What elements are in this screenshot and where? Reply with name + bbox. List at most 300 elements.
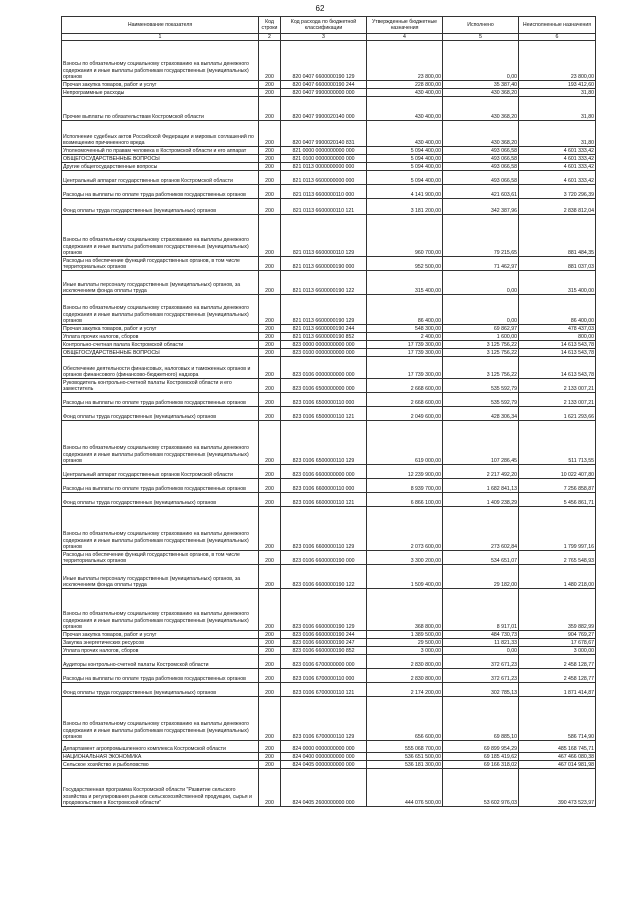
header-approved: Утвержденные бюджетные назначения: [367, 17, 443, 34]
table-row: [62, 753, 596, 761]
row-line-cell: 200: [259, 199, 281, 215]
row-code-cell: 823 0106 0000000000 000: [281, 357, 367, 379]
table-row: [62, 631, 596, 639]
row-name-cell: Иные выплаты персоналу государственных (муниципальных) органов, за исключением фонда оплаты труда: [62, 271, 259, 295]
row-name-cell: Взносы по обязательному социальному страхованию на выплаты денежного содержания и иные выплаты работникам государственных (муниципальных) органов: [62, 507, 259, 551]
row-approved-cell: 17 739 300,00: [367, 357, 443, 379]
row-code-cell: 824 0405 2600000000 000: [281, 769, 367, 807]
row-unexecuted-cell: 14 613 543,78: [519, 341, 596, 349]
row-name-cell: Уплата прочих налогов, сборов: [62, 333, 259, 341]
row-approved-cell: 1 509 400,00: [367, 565, 443, 589]
row-approved-cell: 23 800,00: [367, 41, 443, 81]
table-row: [62, 333, 596, 341]
row-approved-cell: 6 866 100,00: [367, 493, 443, 507]
row-line-cell: 200: [259, 41, 281, 81]
row-line-cell: 200: [259, 407, 281, 421]
row-approved-cell: 2 830 800,00: [367, 669, 443, 683]
row-unexecuted-cell: 2 765 548,93: [519, 551, 596, 565]
row-executed-cell: 0,00: [443, 295, 519, 325]
row-executed-cell: 493 066,58: [443, 155, 519, 163]
row-executed-cell: 428 306,34: [443, 407, 519, 421]
row-executed-cell: 3 125 756,22: [443, 341, 519, 349]
row-line-cell: 200: [259, 697, 281, 741]
row-approved-cell: 2 830 800,00: [367, 655, 443, 669]
row-code-cell: 823 0106 6500000110 121: [281, 407, 367, 421]
row-name-cell: Расходы на обеспечение функций государственных органов, в том числе территориальных органов: [62, 551, 259, 565]
row-line-cell: 200: [259, 741, 281, 753]
row-name-cell: ОБЩЕГОСУДАРСТВЕННЫЕ ВОПРОСЫ: [62, 155, 259, 163]
row-unexecuted-cell: 5 456 861,71: [519, 493, 596, 507]
row-code-cell: 820 0407 9900020140 831: [281, 121, 367, 147]
row-name-cell: Взносы по обязательному социальному страхованию на выплаты денежного содержания и иные выплаты работникам государственных (муниципальных) органов: [62, 295, 259, 325]
row-executed-cell: 302 785,13: [443, 683, 519, 697]
row-code-cell: 823 0106 6600000190 000: [281, 551, 367, 565]
row-approved-cell: 2 668 600,00: [367, 393, 443, 407]
row-line-cell: 200: [259, 295, 281, 325]
table-row: [62, 155, 596, 163]
row-approved-cell: 4 141 900,00: [367, 185, 443, 199]
row-line-cell: 200: [259, 121, 281, 147]
table-row: [62, 199, 596, 215]
row-approved-cell: 17 739 300,00: [367, 349, 443, 357]
row-executed-cell: 35 387,40: [443, 81, 519, 89]
table-row: [62, 81, 596, 89]
row-line-cell: 200: [259, 639, 281, 647]
row-executed-cell: 11 821,33: [443, 639, 519, 647]
row-unexecuted-cell: 4 601 333,42: [519, 155, 596, 163]
row-code-cell: 821 0113 6600000110 129: [281, 215, 367, 257]
row-line-cell: 200: [259, 81, 281, 89]
row-approved-cell: 444 076 500,00: [367, 769, 443, 807]
row-line-cell: 200: [259, 465, 281, 479]
row-code-cell: 820 0407 9900000000 000: [281, 89, 367, 97]
row-line-cell: 200: [259, 185, 281, 199]
row-approved-cell: 536 181 300,00: [367, 761, 443, 769]
table-row: [62, 589, 596, 631]
row-line-cell: 200: [259, 271, 281, 295]
row-approved-cell: 952 500,00: [367, 257, 443, 271]
row-name-cell: Контрольно-счетная палата Костромской области: [62, 341, 259, 349]
row-name-cell: Центральный аппарат государственных органов Костромской области: [62, 171, 259, 185]
row-approved-cell: 228 800,00: [367, 81, 443, 89]
row-code-cell: 823 0106 6600000110 121: [281, 493, 367, 507]
table-row: [62, 465, 596, 479]
table-row: [62, 421, 596, 465]
row-executed-cell: 3 125 756,22: [443, 357, 519, 379]
row-line-cell: 200: [259, 647, 281, 655]
row-code-cell: 821 0113 6600000110 121: [281, 199, 367, 215]
table-row: [62, 171, 596, 185]
row-code-cell: 823 0106 6500000110 000: [281, 393, 367, 407]
row-unexecuted-cell: 14 613 543,78: [519, 349, 596, 357]
row-approved-cell: 430 400,00: [367, 89, 443, 97]
table-row: [62, 379, 596, 393]
row-unexecuted-cell: 1 799 997,16: [519, 507, 596, 551]
row-approved-cell: 2 400,00: [367, 333, 443, 341]
row-line-cell: 200: [259, 655, 281, 669]
row-name-cell: Аудиторы контрольно-счетной палаты Костромской области: [62, 655, 259, 669]
row-line-cell: 200: [259, 565, 281, 589]
row-executed-cell: 430 368,20: [443, 89, 519, 97]
row-line-cell: 200: [259, 683, 281, 697]
table-row: [62, 493, 596, 507]
row-code-cell: 821 0100 0000000000 000: [281, 155, 367, 163]
table-row: [62, 271, 596, 295]
row-approved-cell: 2 174 200,00: [367, 683, 443, 697]
row-executed-cell: 3 125 756,22: [443, 349, 519, 357]
table-row: [62, 769, 596, 807]
row-line-cell: 200: [259, 669, 281, 683]
row-unexecuted-cell: 586 714,90: [519, 697, 596, 741]
table-row: [62, 295, 596, 325]
table-row: [62, 761, 596, 769]
budget-table: [61, 16, 596, 807]
table-row: [62, 697, 596, 741]
row-line-cell: 200: [259, 325, 281, 333]
row-line-cell: 200: [259, 341, 281, 349]
row-approved-cell: 5 094 400,00: [367, 163, 443, 171]
column-number: 3: [281, 34, 367, 41]
row-approved-cell: 8 939 700,00: [367, 479, 443, 493]
row-unexecuted-cell: 2 458 128,77: [519, 655, 596, 669]
row-code-cell: 821 0113 6600000190 000: [281, 257, 367, 271]
row-executed-cell: 493 066,58: [443, 147, 519, 155]
row-code-cell: 823 0106 6700000000 000: [281, 655, 367, 669]
row-name-cell: Сельское хозяйство и рыболовство: [62, 761, 259, 769]
row-approved-cell: 17 739 300,00: [367, 341, 443, 349]
row-unexecuted-cell: 511 713,55: [519, 421, 596, 465]
row-name-cell: Взносы по обязательному социальному страхованию на выплаты денежного содержания и иные выплаты работникам государственных (муниципальных) органов: [62, 41, 259, 81]
row-approved-cell: 960 700,00: [367, 215, 443, 257]
row-unexecuted-cell: 4 601 333,42: [519, 171, 596, 185]
row-line-cell: 200: [259, 769, 281, 807]
row-name-cell: Закупка энергетических ресурсов: [62, 639, 259, 647]
row-executed-cell: 493 066,58: [443, 171, 519, 185]
row-name-cell: Исполнение судебных актов Российской Федерации и мировых соглашений по возмещению причиненного вреда: [62, 121, 259, 147]
row-executed-cell: 484 730,73: [443, 631, 519, 639]
row-name-cell: Взносы по обязательному социальному страхованию на выплаты денежного содержания и иные выплаты работникам государственных (муниципальных) органов: [62, 697, 259, 741]
row-name-cell: Расходы на выплаты по оплате труда работников государственных органов: [62, 669, 259, 683]
row-executed-cell: 1 409 238,29: [443, 493, 519, 507]
row-approved-cell: 536 651 500,00: [367, 753, 443, 761]
row-name-cell: Фонд оплаты труда государственных (муниципальных) органов: [62, 199, 259, 215]
row-unexecuted-cell: 7 256 858,87: [519, 479, 596, 493]
row-unexecuted-cell: 904 769,27: [519, 631, 596, 639]
row-executed-cell: 421 603,61: [443, 185, 519, 199]
row-line-cell: 200: [259, 589, 281, 631]
column-number: 6: [519, 34, 596, 41]
row-code-cell: 820 0407 9900020140 000: [281, 97, 367, 121]
table-row: [62, 683, 596, 697]
row-unexecuted-cell: 3 720 296,39: [519, 185, 596, 199]
row-unexecuted-cell: 4 601 333,42: [519, 163, 596, 171]
row-code-cell: 823 0106 6600000000 000: [281, 465, 367, 479]
row-code-cell: 821 0113 6600000190 244: [281, 325, 367, 333]
row-unexecuted-cell: 86 400,00: [519, 295, 596, 325]
table-row: [62, 407, 596, 421]
row-line-cell: 200: [259, 551, 281, 565]
table-row: [62, 741, 596, 753]
row-executed-cell: 430 368,20: [443, 97, 519, 121]
table-row: [62, 669, 596, 683]
row-executed-cell: 69 885,10: [443, 697, 519, 741]
row-approved-cell: 619 000,00: [367, 421, 443, 465]
row-approved-cell: 2 049 600,00: [367, 407, 443, 421]
row-code-cell: 823 0106 6600000190 122: [281, 565, 367, 589]
row-executed-cell: 0,00: [443, 647, 519, 655]
row-line-cell: 200: [259, 753, 281, 761]
row-code-cell: 823 0106 6700000110 000: [281, 669, 367, 683]
row-unexecuted-cell: 2 133 007,21: [519, 393, 596, 407]
row-unexecuted-cell: 4 601 333,42: [519, 147, 596, 155]
row-name-cell: Другие общегосударственные вопросы: [62, 163, 259, 171]
row-executed-cell: 69 899 954,29: [443, 741, 519, 753]
row-executed-cell: 273 602,84: [443, 507, 519, 551]
row-unexecuted-cell: 2 458 128,77: [519, 669, 596, 683]
table-row: [62, 97, 596, 121]
row-line-cell: 200: [259, 97, 281, 121]
row-line-cell: 200: [259, 379, 281, 393]
row-line-cell: 200: [259, 89, 281, 97]
row-name-cell: Расходы на выплаты по оплате труда работников государственных органов: [62, 393, 259, 407]
column-number: 5: [443, 34, 519, 41]
row-executed-cell: 2 217 492,20: [443, 465, 519, 479]
row-line-cell: 200: [259, 357, 281, 379]
header-line-code: Код строки: [259, 17, 281, 34]
row-name-cell: Фонд оплаты труда государственных (муниципальных) органов: [62, 493, 259, 507]
table-row: [62, 639, 596, 647]
row-code-cell: 823 0000 0000000000 000: [281, 341, 367, 349]
row-executed-cell: 534 651,07: [443, 551, 519, 565]
header-name: Наименование показателя: [62, 17, 259, 34]
row-name-cell: Уплата прочих налогов, сборов: [62, 647, 259, 655]
row-executed-cell: 71 462,97: [443, 257, 519, 271]
row-line-cell: 200: [259, 257, 281, 271]
row-approved-cell: 5 094 400,00: [367, 155, 443, 163]
table-row: [62, 565, 596, 589]
row-code-cell: 821 0113 6600000190 852: [281, 333, 367, 341]
row-name-cell: Взносы по обязательному социальному страхованию на выплаты денежного содержания и иные выплаты работникам государственных (муниципальных) органов: [62, 215, 259, 257]
row-line-cell: 200: [259, 507, 281, 551]
row-executed-cell: 53 602 976,03: [443, 769, 519, 807]
row-line-cell: 200: [259, 761, 281, 769]
row-name-cell: Расходы на выплаты по оплате труда работников государственных органов: [62, 185, 259, 199]
row-code-cell: 823 0106 6500000110 129: [281, 421, 367, 465]
row-code-cell: 823 0106 6700000110 121: [281, 683, 367, 697]
row-code-cell: 821 0113 6600000000 000: [281, 171, 367, 185]
row-line-cell: 200: [259, 421, 281, 465]
row-unexecuted-cell: 467 014 981,98: [519, 761, 596, 769]
header-unexecuted: Неисполненные назначения: [519, 17, 596, 34]
row-line-cell: 200: [259, 393, 281, 407]
table-row: [62, 89, 596, 97]
row-line-cell: 200: [259, 349, 281, 357]
row-executed-cell: 372 671,23: [443, 669, 519, 683]
row-name-cell: Уполномоченный по правам человека в Костромской области и его аппарат: [62, 147, 259, 155]
row-approved-cell: 315 400,00: [367, 271, 443, 295]
row-executed-cell: 430 368,20: [443, 121, 519, 147]
row-unexecuted-cell: 31,80: [519, 89, 596, 97]
row-unexecuted-cell: 315 400,00: [519, 271, 596, 295]
row-executed-cell: 79 215,65: [443, 215, 519, 257]
row-approved-cell: 430 400,00: [367, 97, 443, 121]
row-unexecuted-cell: 1 871 414,87: [519, 683, 596, 697]
row-code-cell: 823 0106 6600000190 129: [281, 589, 367, 631]
row-code-cell: 824 0400 0000000000 000: [281, 753, 367, 761]
table-row: [62, 647, 596, 655]
row-line-cell: 200: [259, 333, 281, 341]
row-name-cell: Государственная программа Костромской области "Развитие сельского хозяйства и регулирования рынков сельскохозяйственной продукции, сырья и продовольствия в Костромской области": [62, 769, 259, 807]
row-approved-cell: 12 239 900,00: [367, 465, 443, 479]
table-row: [62, 341, 596, 349]
row-name-cell: Департамент агропромышленного комплекса Костромской области: [62, 741, 259, 753]
row-name-cell: Непрограммные расходы: [62, 89, 259, 97]
row-name-cell: Руководитель контрольно-счетной палаты Костромской области и его заместитель: [62, 379, 259, 393]
row-approved-cell: 548 300,00: [367, 325, 443, 333]
row-unexecuted-cell: 478 437,03: [519, 325, 596, 333]
table-row: [62, 551, 596, 565]
row-unexecuted-cell: 881 037,03: [519, 257, 596, 271]
table-row: [62, 349, 596, 357]
row-unexecuted-cell: 359 882,99: [519, 589, 596, 631]
row-name-cell: Обеспечение деятельности финансовых, налоговых и таможенных органов и органов финансового (финансово-бюджетного) надзора: [62, 357, 259, 379]
row-executed-cell: 69 862,97: [443, 325, 519, 333]
row-approved-cell: 368 800,00: [367, 589, 443, 631]
table-row: [62, 215, 596, 257]
row-name-cell: Взносы по обязательному социальному страхованию на выплаты денежного содержания и иные выплаты работникам государственных (муниципальных) органов: [62, 421, 259, 465]
row-executed-cell: 8 917,01: [443, 589, 519, 631]
row-code-cell: 823 0106 6600000190 852: [281, 647, 367, 655]
table-row: [62, 655, 596, 669]
row-code-cell: 823 0106 6500000000 000: [281, 379, 367, 393]
row-executed-cell: 0,00: [443, 41, 519, 81]
table-row: [62, 185, 596, 199]
row-code-cell: 823 0106 6600000110 000: [281, 479, 367, 493]
row-unexecuted-cell: 2 838 812,04: [519, 199, 596, 215]
row-approved-cell: 3 181 200,00: [367, 199, 443, 215]
row-code-cell: 820 0407 6600000190 129: [281, 41, 367, 81]
page-number: 62: [315, 4, 325, 13]
row-executed-cell: 107 286,45: [443, 421, 519, 465]
row-unexecuted-cell: 3 000,00: [519, 647, 596, 655]
row-executed-cell: 1 682 841,13: [443, 479, 519, 493]
row-code-cell: 821 0113 6600000110 000: [281, 185, 367, 199]
row-executed-cell: 1 600,00: [443, 333, 519, 341]
row-unexecuted-cell: 485 168 745,71: [519, 741, 596, 753]
row-unexecuted-cell: 390 473 523,97: [519, 769, 596, 807]
row-line-cell: 200: [259, 147, 281, 155]
row-code-cell: 821 0113 0000000000 000: [281, 163, 367, 171]
row-code-cell: 823 0106 6700000110 129: [281, 697, 367, 741]
row-executed-cell: 0,00: [443, 271, 519, 295]
row-name-cell: Центральный аппарат государственных органов Костромской области: [62, 465, 259, 479]
row-executed-cell: 535 592,79: [443, 379, 519, 393]
row-approved-cell: 5 094 400,00: [367, 171, 443, 185]
row-executed-cell: 69 166 318,02: [443, 761, 519, 769]
row-executed-cell: 69 185 419,62: [443, 753, 519, 761]
header-executed: Исполнено: [443, 17, 519, 34]
table-row: [62, 121, 596, 147]
table-body: [62, 41, 596, 807]
row-name-cell: Прочая закупка товаров, работ и услуг: [62, 631, 259, 639]
column-number: 1: [62, 34, 259, 41]
row-code-cell: 823 0106 6600000190 247: [281, 639, 367, 647]
row-line-cell: 200: [259, 215, 281, 257]
table-row: [62, 257, 596, 271]
row-unexecuted-cell: 1 480 218,00: [519, 565, 596, 589]
row-name-cell: Прочие выплаты по обязательствам Костромской области: [62, 97, 259, 121]
row-unexecuted-cell: 800,00: [519, 333, 596, 341]
row-name-cell: Фонд оплаты труда государственных (муниципальных) органов: [62, 683, 259, 697]
row-approved-cell: 3 300 200,00: [367, 551, 443, 565]
row-unexecuted-cell: 193 412,60: [519, 81, 596, 89]
row-line-cell: 200: [259, 493, 281, 507]
row-line-cell: 200: [259, 155, 281, 163]
row-approved-cell: 555 068 700,00: [367, 741, 443, 753]
row-code-cell: 823 0100 0000000000 000: [281, 349, 367, 357]
row-approved-cell: 2 073 600,00: [367, 507, 443, 551]
row-code-cell: 821 0113 6600000190 122: [281, 271, 367, 295]
table-header: [62, 17, 596, 41]
row-code-cell: 820 0407 6600000190 244: [281, 81, 367, 89]
row-unexecuted-cell: 1 621 293,66: [519, 407, 596, 421]
row-approved-cell: 656 600,00: [367, 697, 443, 741]
table-row: [62, 147, 596, 155]
row-approved-cell: 29 500,00: [367, 639, 443, 647]
row-name-cell: Расходы на обеспечение функций государственных органов, в том числе территориальных органов: [62, 257, 259, 271]
row-approved-cell: 1 389 500,00: [367, 631, 443, 639]
row-name-cell: Прочая закупка товаров, работ и услуг: [62, 325, 259, 333]
row-unexecuted-cell: 10 022 407,80: [519, 465, 596, 479]
row-executed-cell: 342 387,96: [443, 199, 519, 215]
row-code-cell: 821 0000 0000000000 000: [281, 147, 367, 155]
row-line-cell: 200: [259, 631, 281, 639]
table-row: [62, 393, 596, 407]
row-name-cell: Иные выплаты персоналу государственных (муниципальных) органов, за исключением фонда оплаты труда: [62, 565, 259, 589]
column-number: 4: [367, 34, 443, 41]
row-name-cell: Фонд оплаты труда государственных (муниципальных) органов: [62, 407, 259, 421]
row-name-cell: Взносы по обязательному социальному страхованию на выплаты денежного содержания и иные выплаты работникам государственных (муниципальных) органов: [62, 589, 259, 631]
table-row: [62, 507, 596, 551]
row-executed-cell: 535 592,79: [443, 393, 519, 407]
table-row: [62, 163, 596, 171]
row-unexecuted-cell: 23 800,00: [519, 41, 596, 81]
row-code-cell: 824 0405 0000000000 000: [281, 761, 367, 769]
row-code-cell: 824 0000 0000000000 000: [281, 741, 367, 753]
row-approved-cell: 86 400,00: [367, 295, 443, 325]
row-approved-cell: 3 000,00: [367, 647, 443, 655]
row-line-cell: 200: [259, 479, 281, 493]
row-unexecuted-cell: 14 613 543,78: [519, 357, 596, 379]
table-row: [62, 357, 596, 379]
row-unexecuted-cell: 2 133 007,21: [519, 379, 596, 393]
row-name-cell: Прочая закупка товаров, работ и услуг: [62, 81, 259, 89]
row-executed-cell: 29 182,00: [443, 565, 519, 589]
table-row: [62, 41, 596, 81]
row-name-cell: НАЦИОНАЛЬНАЯ ЭКОНОМИКА: [62, 753, 259, 761]
row-name-cell: Расходы на выплаты по оплате труда работников государственных органов: [62, 479, 259, 493]
row-code-cell: 823 0106 6600000190 244: [281, 631, 367, 639]
row-line-cell: 200: [259, 171, 281, 185]
row-executed-cell: 372 671,23: [443, 655, 519, 669]
row-approved-cell: 2 668 600,00: [367, 379, 443, 393]
row-unexecuted-cell: 467 466 080,38: [519, 753, 596, 761]
column-number: 2: [259, 34, 281, 41]
row-line-cell: 200: [259, 163, 281, 171]
table-row: [62, 479, 596, 493]
row-unexecuted-cell: 31,80: [519, 121, 596, 147]
header-expense-code: Код расхода по бюджетной классификации: [281, 17, 367, 34]
